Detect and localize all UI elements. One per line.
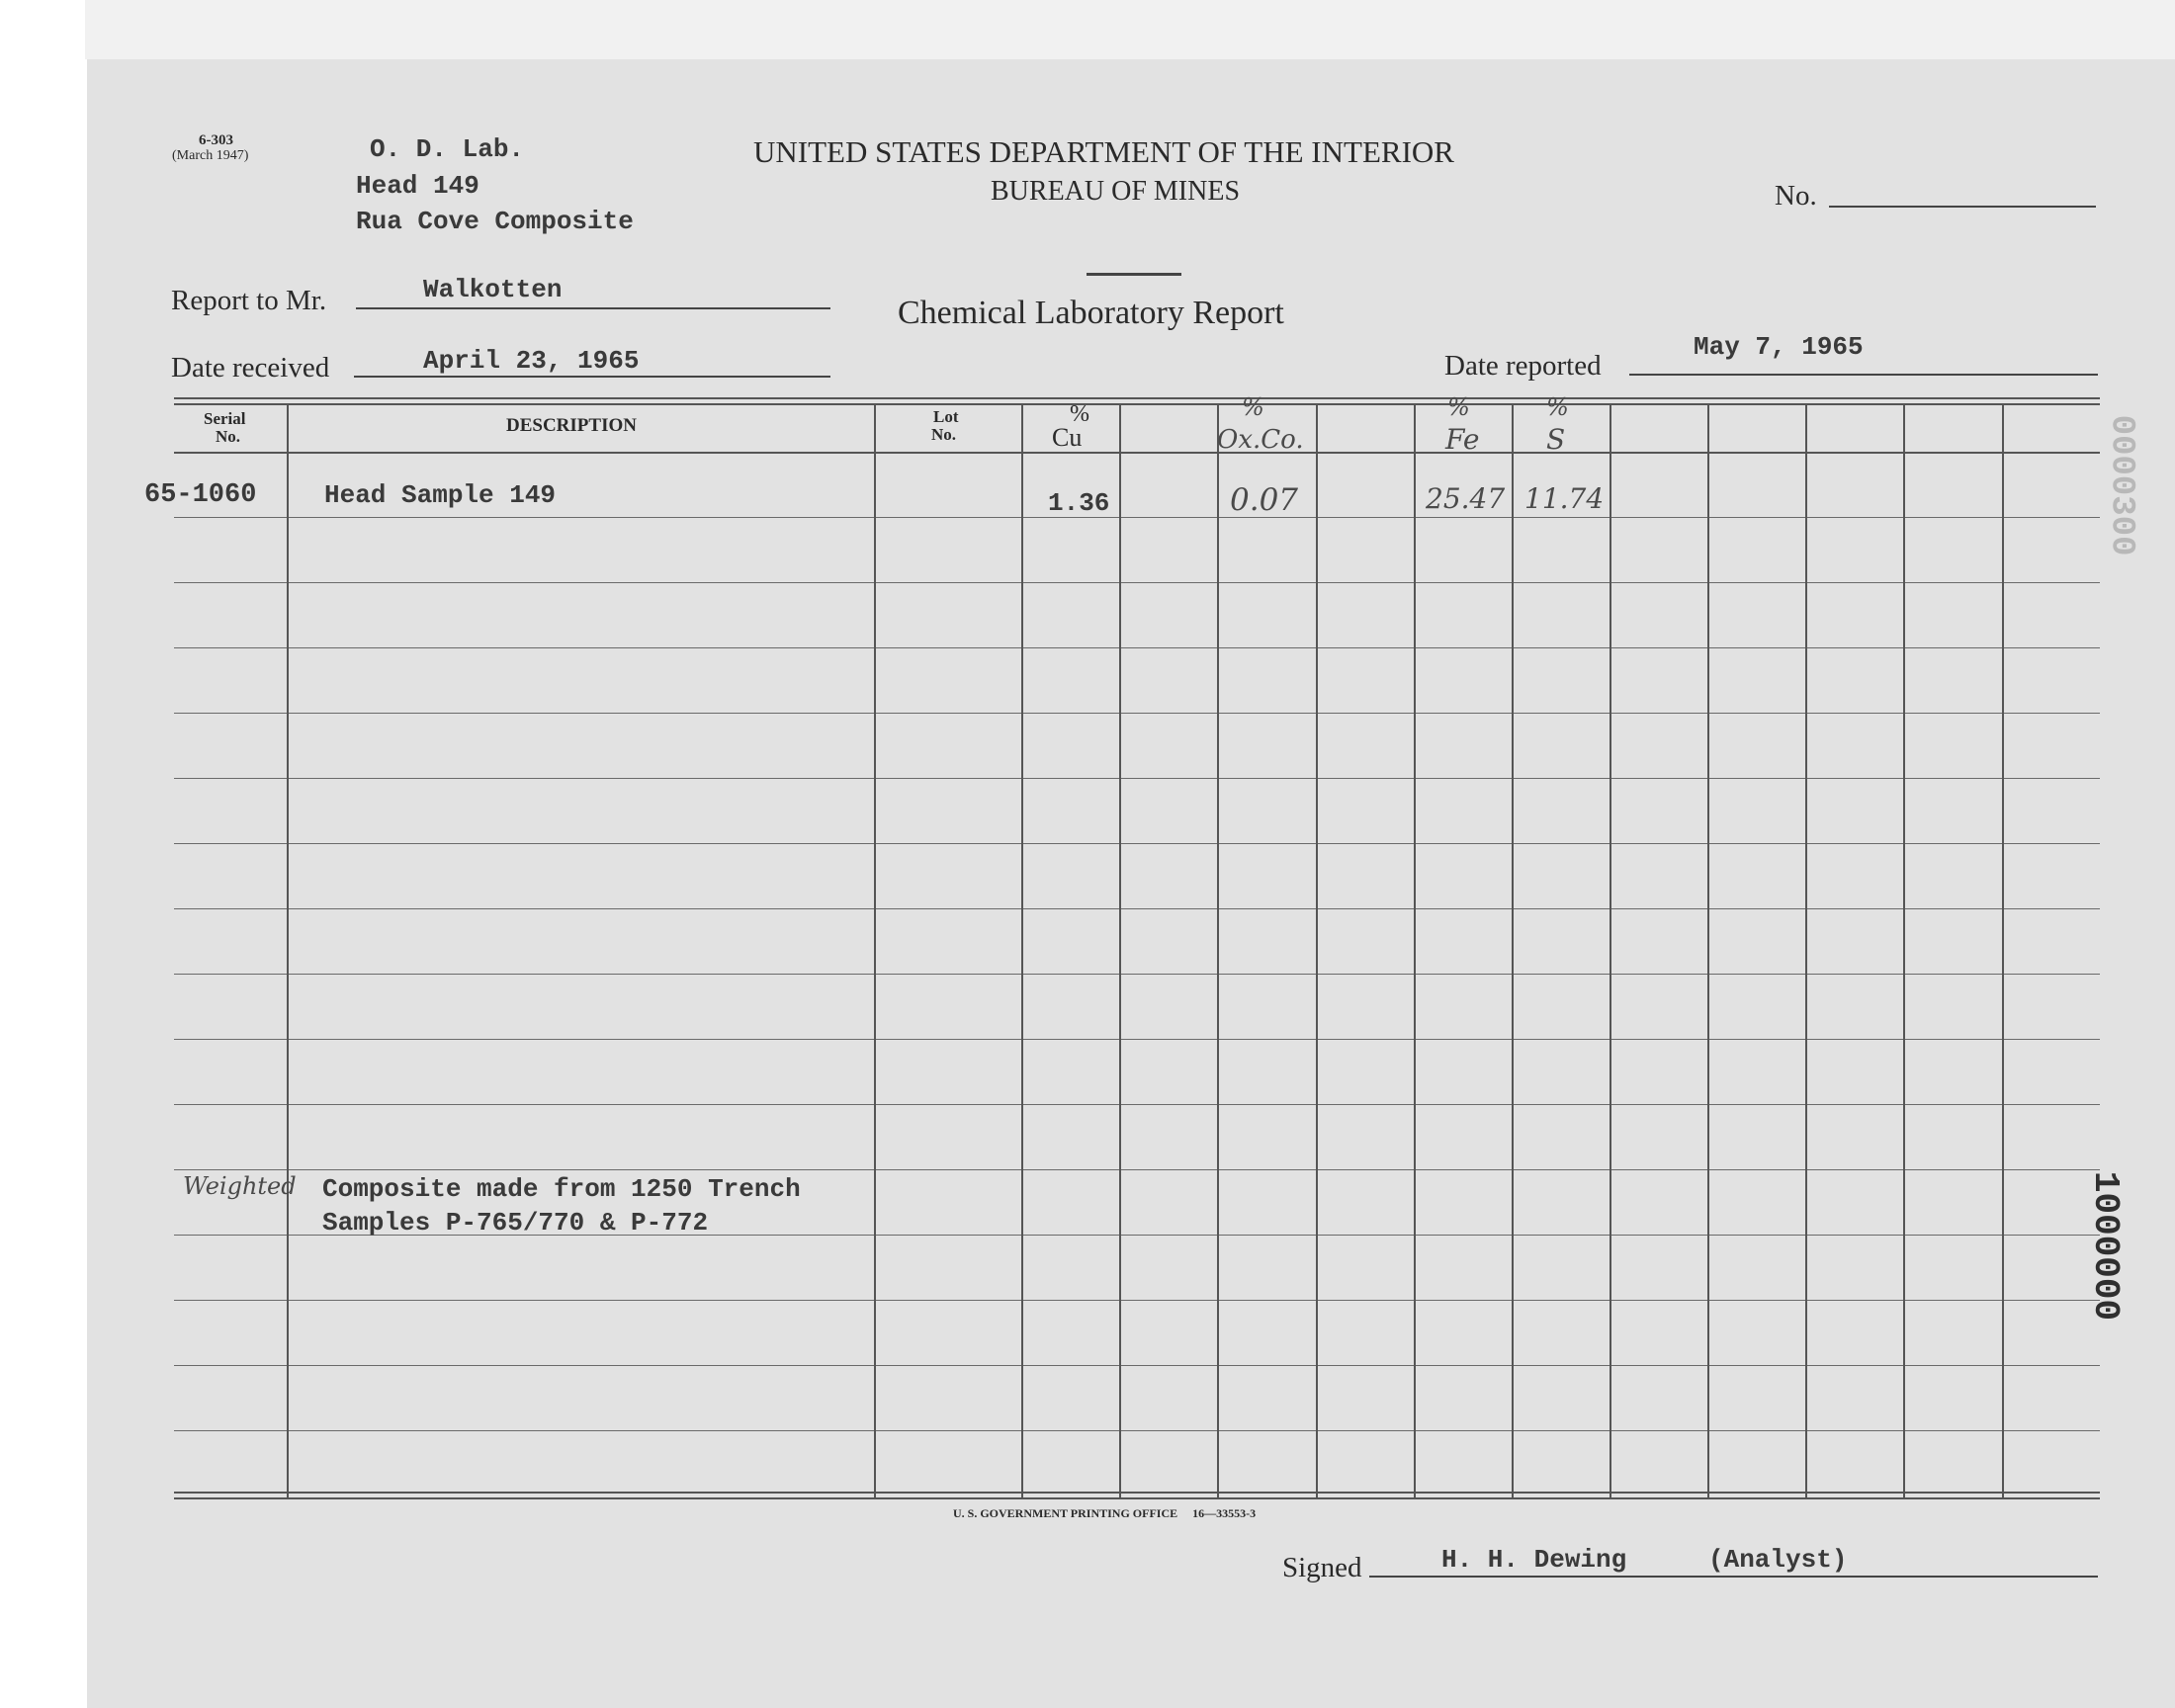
row1-fe: 25.47 (1426, 482, 1506, 515)
row1-serial: 65-1060 (144, 480, 257, 510)
table-bottom-rule-2 (174, 1497, 2100, 1499)
note-serial-weighted: Weighted (183, 1172, 297, 1200)
header-lot: Lot (933, 407, 959, 426)
header-fe: Fe (1445, 423, 1480, 456)
row-line (174, 843, 2100, 844)
column-line (1903, 403, 1905, 1497)
row-line (174, 1430, 2100, 1431)
date-reported-label: Date reported (1444, 350, 1602, 382)
signed-label: Signed (1282, 1552, 1362, 1583)
stamp-number-bottom: 1000000 (2085, 1170, 2127, 1322)
department-title: UNITED STATES DEPARTMENT OF THE INTERIOR (753, 134, 1454, 169)
date-received-value: April 23, 1965 (423, 346, 640, 376)
row1-oxco: 0.07 (1230, 482, 1299, 518)
column-line (1021, 403, 1023, 1497)
row-line (174, 647, 2100, 648)
header-serial: Serial (204, 409, 246, 428)
scan-background (0, 0, 2175, 59)
row1-cu: 1.36 (1048, 488, 1110, 518)
date-received-line (354, 376, 830, 378)
header-cu: Cu (1052, 423, 1083, 452)
column-line (1217, 403, 1219, 1497)
table-top-rule-2 (174, 403, 2100, 405)
date-received-label: Date received (171, 352, 330, 384)
header-cu-percent: % (1070, 401, 1089, 427)
column-line (1610, 403, 1611, 1497)
date-reported-value: May 7, 1965 (1694, 332, 1864, 362)
column-line (1512, 403, 1514, 1497)
report-to-value: Walkotten (423, 275, 563, 304)
form-edition: (March 1947) (172, 148, 249, 163)
row-line (174, 1039, 2100, 1040)
row1-description: Head Sample 149 (324, 480, 557, 510)
form-number-line (1829, 206, 2096, 208)
analyst-name: H. H. Dewing (1441, 1545, 1627, 1575)
header-oxco: Ox.Co. (1217, 425, 1304, 455)
column-line (1707, 403, 1709, 1497)
lab-note-line-1: O. D. Lab. (370, 134, 525, 164)
header-serial-no: No. (216, 427, 241, 446)
row-line (174, 517, 2100, 518)
column-line (874, 403, 876, 1497)
header-lot-no: No. (931, 425, 957, 444)
printing-office-note: U. S. GOVERNMENT PRINTING OFFICE 16—33553-3 (953, 1506, 1257, 1520)
note-line-2: Samples P-765/770 & P-772 (322, 1208, 709, 1238)
row-line (174, 1104, 2100, 1105)
row1-s: 11.74 (1524, 482, 1605, 515)
signature-line (1369, 1576, 2098, 1578)
stamp-number-top: 0000300 (2102, 414, 2140, 556)
title-divider (1087, 273, 1181, 276)
header-s-percent: % (1546, 393, 1569, 421)
report-to-line (356, 307, 830, 309)
report-to-label: Report to Mr. (171, 285, 327, 316)
row-line (174, 778, 2100, 779)
form-number-label: No. (1775, 180, 1817, 212)
lab-note-line-3: Rua Cove Composite (356, 207, 634, 236)
row-line (174, 974, 2100, 975)
row-line (174, 1365, 2100, 1366)
column-line (1805, 403, 1807, 1497)
header-oxco-percent: % (1242, 393, 1264, 421)
lab-note-line-2: Head 149 (356, 171, 479, 201)
form-code: 6-303 (199, 132, 233, 148)
row-line (174, 1169, 2100, 1170)
column-line (2002, 403, 2004, 1497)
date-reported-line (1629, 374, 2098, 376)
header-s: S (1546, 423, 1566, 456)
column-line (1414, 403, 1416, 1497)
table-top-rule (174, 397, 2100, 399)
row-line (174, 1300, 2100, 1301)
analyst-role: (Analyst) (1708, 1545, 1848, 1575)
column-line (1119, 403, 1121, 1497)
note-line-1: Composite made from 1250 Trench (322, 1174, 801, 1204)
header-description: DESCRIPTION (506, 415, 637, 436)
report-form (87, 59, 2175, 1708)
row-line (174, 582, 2100, 583)
bureau-title: BUREAU OF MINES (991, 176, 1241, 207)
column-line (1316, 403, 1318, 1497)
table-header-rule (174, 452, 2100, 454)
scan-margin (0, 0, 85, 1708)
header-fe-percent: % (1447, 393, 1470, 421)
row-line (174, 908, 2100, 909)
report-title: Chemical Laboratory Report (898, 295, 1284, 331)
row-line (174, 713, 2100, 714)
table-bottom-rule (174, 1492, 2100, 1494)
column-line (287, 403, 289, 1497)
